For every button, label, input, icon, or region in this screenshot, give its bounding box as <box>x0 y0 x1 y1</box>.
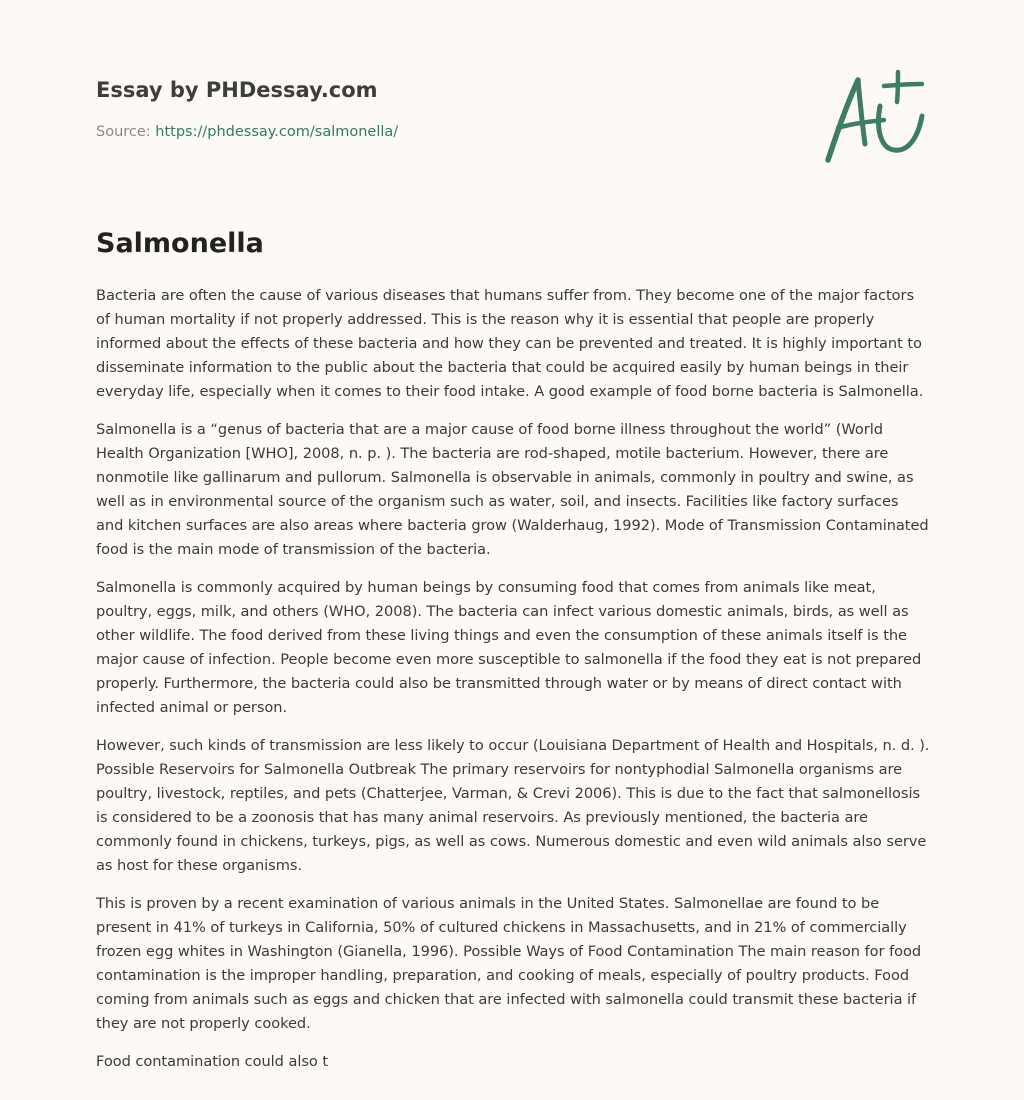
essay-paragraph: Salmonella is a “genus of bacteria that are a major cause of food borne illness throughout the world” (World Health Organization [WHO], 2008, n. p. ). The bacteria are rod-shaped, motile bacterium. However, there are nonmotile like gallinarum and pullorum. Salmonella is observable in animals, commonly in poultry and swine, as well as in environmental source of the organism such as water, soil, and insects. Facilities like factory surfaces and kitchen surfaces are also areas where bacteria grow (Walderhaug, 1992). Mode of Transmission Contaminated food is the main mode of transmission of the bacteria. <box>96 421 929 558</box>
source-link[interactable]: https://phdessay.com/salmonella/ <box>155 124 399 140</box>
essay-title: Salmonella <box>96 228 264 259</box>
essay-paragraph: This is proven by a recent examination of various animals in the United States. Salmonellae are found to be present in 41% of turkeys in California, 50% of cultured chickens in Massachusetts, and in 21% of commercially frozen egg whites in Washington (Gianella, 1996). Possible Ways of Food Contamination The main reason for food contamination is the improper handling, preparation, and cooking of meals, especially of poultry products. Food coming from animals such as eggs and chicken that are infected with salmonella could transmit these bacteria if they are not properly cooked. <box>96 895 922 1032</box>
essay-paragraph: However, such kinds of transmission are less likely to occur (Louisiana Department of Health and Hospitals, n. d. ). Possible Reservoirs for Salmonella Outbreak The primary reservoirs for nontyphodial Salmonella organisms are poultry, livestock, reptiles, and pets (Chatterjee, Varman, & Crevi 2006). This is due to the fact that salmonellosis is considered to be a zoonosis that has many animal reservoirs. As previously mentioned, the bacteria are commonly found in chickens, turkeys, pigs, as well as cows. Numerous domestic and even wild animals also serve as host for these organisms. <box>96 737 930 874</box>
essay-body <box>96 284 930 1088</box>
site-title: Essay by PHDessay.com <box>96 78 378 102</box>
source-line <box>96 122 716 142</box>
page-header <box>96 76 716 142</box>
essay-paragraph: Salmonella is commonly acquired by human beings by consuming food that comes from animals like meat, poultry, eggs, milk, and others (WHO, 2008). The bacteria can infect various domestic animals, birds, as well as other wildlife. The food derived from these living things and even the consumption of these animals itself is the major cause of infection. People become even more susceptible to salmonella if the food they eat is not prepared properly. Furthermore, the bacteria could also be transmitted through water or by means of direct contact with infected animal or person. <box>96 579 922 716</box>
essay-paragraph: Bacteria are often the cause of various diseases that humans suffer from. They become one of the major factors of human mortality if not properly addressed. This is the reason why it is essential that people are properly informed about the effects of these bacteria and how they can be prevented and treated. It is highly important to disseminate information to the public about the bacteria that could be acquired easily by human beings in their everyday life, especially when it comes to their food intake. A good example of food borne bacteria is Salmonella. <box>96 287 924 400</box>
a-plus-logo-icon <box>818 66 930 166</box>
source-label: Source: <box>96 124 156 140</box>
essay-paragraph: Food contamination could also t <box>96 1053 329 1070</box>
